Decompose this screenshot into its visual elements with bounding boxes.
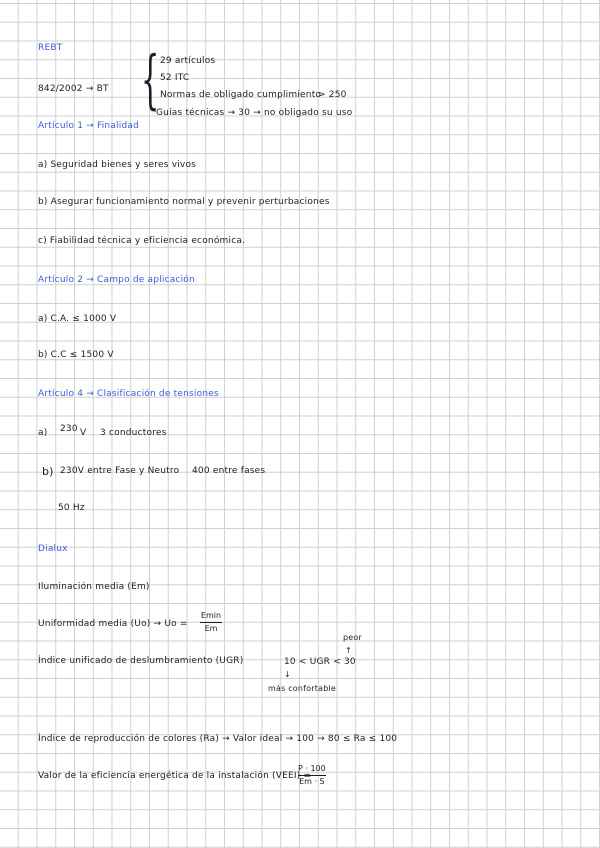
frequency-note: 50 Hz [58, 503, 85, 513]
article1-item-b: b) Asegurar funcionamiento normal y prevenir perturbaciones [38, 197, 330, 207]
veei-line: Valor de la eficiencia energética de la instalación (VEEI) = [38, 771, 312, 781]
uniformity-line: Uniformidad media (Uo) → Uo = [38, 619, 188, 629]
article4-heading: Artículo 4 → Clasificación de tensiones [38, 389, 219, 399]
article2-item-a: a) C.A. ≤ 1000 V [38, 314, 117, 324]
ugr-line: Índice unificado de deslumbramiento (UGR) [38, 656, 244, 666]
color-rendering-line: Índice de reproducción de colores (Ra) → Valor ideal → 100 → 80 ≤ Ra ≤ 100 [38, 734, 398, 744]
ugr-worse-label: peor [343, 633, 362, 642]
article4-item-a-detail: 3 conductores [100, 428, 167, 438]
veei-denominator: Em · S [299, 777, 325, 786]
fraction-bar [298, 775, 326, 776]
article4-item-b-label: b) [42, 465, 54, 478]
rd-reference: 842/2002 → BT [38, 84, 109, 94]
dialux-heading: Dialux [38, 544, 68, 554]
veei-numerator: P · 100 [298, 764, 326, 773]
article4-item-a-label: a) [38, 428, 48, 438]
illuminance-line: Iluminación media (Em) [38, 582, 150, 592]
uniformity-denominator: Em [204, 624, 218, 633]
uniformity-numerator: Emin [200, 611, 222, 620]
arrow-down-icon: ↓ [284, 670, 291, 679]
article4-item-a-value: 230 [60, 424, 78, 434]
uniformity-fraction [200, 611, 222, 634]
veei-fraction [298, 764, 326, 787]
rd-item: 29 artículos [160, 56, 216, 66]
rd-item: Guías técnicas → 30 → no obligado su uso [156, 108, 353, 118]
rd-item: Normas de obligado cumplimiento [160, 90, 322, 100]
rd-item: 52 ITC [160, 73, 190, 83]
ugr-range: 10 < UGR < 30 [284, 657, 356, 667]
article1-heading: Artículo 1 → Finalidad [38, 121, 139, 131]
article2-heading: Artículo 2 → Campo de aplicación [38, 275, 195, 285]
article1-item-a: a) Seguridad bienes y seres vivos [38, 160, 197, 170]
article4-item-a-unit: V [80, 428, 87, 438]
article4-item-b-detail: 230V entre Fase y Neutro [60, 466, 180, 476]
article1-item-c: c) Fiabilidad técnica y eficiencia económica. [38, 236, 246, 246]
arrow-up-icon: ↑ [345, 646, 352, 655]
fraction-bar [200, 622, 222, 623]
article2-item-b: b) C.C ≤ 1500 V [38, 350, 114, 360]
ugr-comfort-label: más confortable [268, 684, 337, 693]
article4-item-b-phases: 400 entre fases [192, 466, 266, 476]
curly-brace-icon: { [141, 43, 160, 117]
rebt-title: REBT [38, 43, 63, 53]
rd-extra: > 250 [318, 90, 347, 100]
